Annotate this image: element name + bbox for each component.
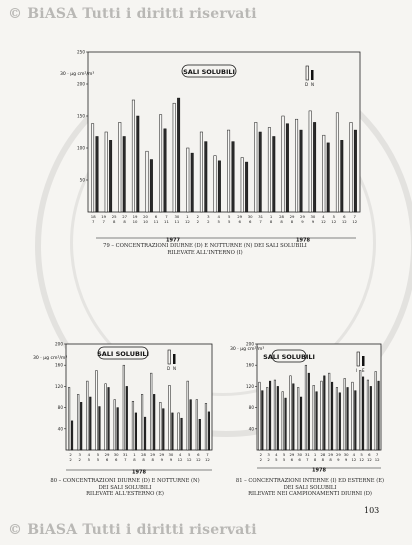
- x-tick-label-day: 30: [343, 452, 349, 457]
- x-tick-label-day: 3: [78, 452, 81, 457]
- x-tick-label-day: 6: [197, 452, 200, 457]
- x-tick-label-month: 10: [143, 219, 148, 224]
- bar-i: [313, 385, 315, 450]
- x-tick-label-day: 31: [258, 214, 264, 219]
- year-label: 1978: [312, 467, 326, 474]
- x-tick-label-month: 6: [248, 219, 252, 224]
- year-label: 1977: [166, 237, 180, 244]
- bar-e: [339, 393, 341, 450]
- y-tick-label: 150: [77, 113, 85, 119]
- x-tick-label-day: 29: [289, 452, 295, 457]
- bar-e: [285, 398, 287, 450]
- x-tick-label-day: 29: [237, 214, 243, 219]
- x-tick-label-day: 1: [133, 452, 136, 457]
- x-tick-label-month: 7: [259, 219, 262, 224]
- year-label: 1978: [296, 237, 310, 244]
- x-tick-label-month: 8: [329, 457, 332, 462]
- x-tick-label-day: 5: [282, 452, 286, 457]
- x-tick-label-month: 8: [142, 457, 145, 462]
- bar-i: [290, 376, 292, 450]
- year-label: 1978: [132, 469, 146, 476]
- y-tick-label: 200: [55, 341, 63, 347]
- x-tick-label-day: 4: [352, 452, 356, 457]
- figure-80-caption: [40, 478, 210, 498]
- figure-81-caption-line-3: RILEVATE NEI CAMPIONAMENTI DIURNI (D): [248, 491, 372, 498]
- figure-79-caption: [95, 243, 315, 256]
- x-tick-label-month: 8: [290, 219, 294, 224]
- bar-e: [262, 391, 264, 450]
- y-tick-label: 80: [248, 405, 254, 411]
- x-tick-label-month: 2: [69, 457, 72, 462]
- bar-i: [305, 365, 307, 450]
- x-tick-label-month: 2: [267, 457, 270, 462]
- x-tick-label-month: 12: [186, 457, 192, 462]
- figure-80-caption-line-2: DEI SALI SOLUBILI: [98, 484, 152, 491]
- x-tick-label-month: 8: [269, 219, 273, 224]
- bar-e: [300, 397, 302, 450]
- y-tick-label: 160: [55, 362, 63, 368]
- y-tick-label: 50: [79, 177, 85, 183]
- legend-label-1: I: [356, 368, 358, 373]
- x-tick-label-day: 18: [90, 214, 96, 219]
- x-tick-label-day: 2: [259, 452, 263, 457]
- x-tick-label-day: 29: [289, 214, 295, 219]
- bar-i: [336, 387, 338, 450]
- x-tick-label-month: 9: [337, 457, 340, 462]
- bar-i: [352, 382, 354, 450]
- bar-i: [321, 381, 323, 450]
- x-tick-label-day: 7: [375, 452, 379, 457]
- x-tick-label-day: 5: [187, 452, 191, 457]
- bar-e: [269, 381, 271, 450]
- x-tick-label-day: 31: [304, 452, 310, 457]
- x-tick-label-day: 2: [196, 214, 200, 219]
- bar-i: [282, 392, 284, 450]
- x-tick-label-day: 29: [335, 452, 341, 457]
- x-tick-label-month: 9: [169, 457, 173, 462]
- bar-e: [293, 384, 295, 450]
- x-tick-label-day: 29: [328, 452, 334, 457]
- bar-e: [370, 386, 372, 450]
- x-tick-label-day: 29: [104, 452, 110, 457]
- x-tick-label-day: 1: [269, 214, 273, 219]
- x-tick-label-day: 1: [186, 214, 189, 219]
- x-tick-label-day: 29: [150, 452, 156, 457]
- x-tick-label-day: 2: [69, 452, 72, 457]
- x-tick-label-day: 4: [322, 214, 325, 219]
- x-tick-label-month: 6: [238, 219, 241, 224]
- y-tick-label: 80: [57, 405, 63, 411]
- x-tick-label-day: 28: [320, 452, 326, 457]
- x-tick-label-month: 6: [290, 457, 294, 462]
- bar-e: [308, 373, 310, 450]
- bar-e: [331, 382, 333, 450]
- x-tick-label-month: 9: [311, 219, 315, 224]
- bar-i: [259, 382, 261, 450]
- y-tick-label: 160: [246, 362, 254, 368]
- x-tick-label-month: 5: [275, 457, 278, 462]
- bar-e: [277, 386, 279, 450]
- x-tick-label-month: 7: [92, 219, 95, 224]
- figure-80-caption-line-1: 80 – CONCENTRAZIONI DIURNE (D) E NOTTURNE (N): [50, 478, 200, 484]
- y-tick-label: 100: [77, 145, 85, 151]
- bar-e: [316, 392, 318, 450]
- x-tick-label-month: 12: [359, 457, 365, 462]
- y-axis-label: 30 · μg cm²/m³: [33, 356, 68, 361]
- x-tick-label-month: 8: [313, 457, 317, 462]
- x-tick-label-month: 8: [321, 457, 325, 462]
- x-tick-label-month: 12: [374, 457, 380, 462]
- x-tick-label-day: 25: [111, 214, 117, 219]
- bar-i: [274, 380, 276, 450]
- x-tick-label-month: 5: [228, 219, 231, 224]
- x-tick-label-month: 12: [331, 219, 337, 224]
- x-tick-label-month: 5: [282, 457, 286, 462]
- x-tick-label-day: 7: [165, 214, 168, 219]
- y-tick-label: 40: [248, 426, 254, 432]
- x-tick-label-day: 5: [228, 214, 231, 219]
- y-tick-label: 120: [55, 383, 63, 389]
- x-tick-label-month: 7: [124, 457, 127, 462]
- x-tick-label-month: 7: [102, 219, 105, 224]
- x-tick-label-month: 8: [280, 219, 283, 224]
- x-tick-label-day: 28: [141, 452, 146, 457]
- x-tick-label-day: 3: [267, 452, 270, 457]
- copyright-watermark-top: © BiASA Tutti i diritti riservati: [8, 6, 257, 22]
- bar-i: [367, 380, 369, 450]
- y-axis-label: 30 · μg cm²/m³: [60, 72, 95, 77]
- legend-label-2: N: [311, 82, 314, 87]
- x-tick-label-month: 8: [123, 219, 126, 224]
- chart-title: SALI SOLUBILI: [183, 68, 235, 76]
- x-tick-label-month: 2: [78, 457, 81, 462]
- x-tick-label-month: 12: [351, 457, 357, 462]
- x-tick-label-day: 7: [206, 452, 209, 457]
- y-tick-label: 200: [246, 341, 254, 347]
- x-tick-label-month: 7: [306, 457, 309, 462]
- x-tick-label-day: 30: [310, 214, 316, 219]
- figure-81-caption: [235, 478, 385, 498]
- copyright-watermark-bottom: © BiASA Tutti i diritti riservati: [8, 522, 257, 538]
- legend-label-1: D: [167, 366, 171, 371]
- x-tick-label-day: 27: [122, 214, 128, 219]
- legend-label-2: N: [173, 366, 176, 371]
- bar-e: [324, 376, 326, 450]
- x-tick-label-day: 7: [353, 214, 356, 219]
- x-tick-label-month: 8: [133, 457, 136, 462]
- x-tick-label-day: 20: [143, 214, 148, 219]
- bar-i: [359, 371, 361, 451]
- x-tick-label-day: 4: [87, 452, 91, 457]
- x-tick-label-day: 6: [368, 452, 371, 457]
- bar-i: [297, 387, 299, 450]
- x-tick-label-month: 6: [298, 457, 301, 462]
- x-tick-label-month: 12: [195, 457, 201, 462]
- x-tick-label-month: 6: [105, 457, 109, 462]
- x-tick-label-month: 8: [151, 457, 154, 462]
- x-tick-label-month: 12: [205, 457, 210, 462]
- x-tick-label-day: 6: [154, 214, 158, 219]
- y-tick-label: 200: [77, 81, 85, 87]
- x-tick-label-month: 9: [160, 457, 164, 462]
- x-tick-label-day: 28: [279, 214, 284, 219]
- x-tick-label-month: 2: [196, 219, 200, 224]
- bar-e: [378, 381, 380, 450]
- bar-e: [347, 387, 349, 450]
- x-tick-label-day: 30: [113, 452, 119, 457]
- x-tick-label-month: 6: [114, 457, 118, 462]
- y-tick-label: 40: [57, 426, 63, 432]
- bar-i: [344, 378, 346, 450]
- figure-79-caption-line-1: 79 – CONCENTRAZIONI DIURNE (D) E NOTTURNE (N) DEI SALI SOLUBILI: [103, 243, 307, 249]
- x-tick-label-month: 9: [344, 457, 348, 462]
- figure-80-caption-line-3: RILEVATE ALL'ESTERNO (E): [86, 491, 164, 498]
- x-tick-label-day: 5: [332, 214, 336, 219]
- x-tick-label-day: 29: [159, 452, 165, 457]
- y-tick-label: 250: [77, 49, 85, 55]
- x-tick-label-month: 12: [352, 219, 358, 224]
- x-tick-label-month: 10: [132, 219, 138, 224]
- x-tick-label-day: 30: [247, 214, 253, 219]
- x-tick-label-day: 30: [174, 214, 180, 219]
- legend-swatch-2: [362, 356, 365, 366]
- x-tick-label-month: 9: [301, 219, 304, 224]
- bar-i: [375, 372, 377, 450]
- chart-title: SALI SOLUBILI: [97, 350, 149, 358]
- x-tick-label-month: 2: [259, 457, 263, 462]
- x-tick-label-day: 19: [132, 214, 138, 219]
- bar-e: [362, 377, 364, 450]
- y-tick-label: 120: [246, 383, 254, 389]
- chart-title: SALI SOLUBILI: [263, 353, 315, 361]
- figure-81-caption-line-1: 81 – CONCENTRAZIONI INTERNE (I) ED ESTERNE (E): [235, 478, 385, 484]
- x-tick-label-month: 12: [177, 457, 183, 462]
- x-tick-label-month: 5: [87, 457, 91, 462]
- x-tick-label-month: 12: [366, 457, 372, 462]
- x-tick-label-day: 29: [300, 214, 305, 219]
- x-tick-label-day: 4: [275, 452, 278, 457]
- x-tick-label-month: 11: [153, 219, 159, 224]
- x-tick-label-month: 2: [207, 219, 210, 224]
- x-tick-label-month: 12: [184, 219, 190, 224]
- figure-81-caption-line-2: DEI SALI SOLUBILI: [283, 484, 337, 491]
- x-tick-label-day: 6: [343, 214, 346, 219]
- x-tick-label-month: 12: [341, 219, 347, 224]
- page-number: 103: [364, 506, 380, 515]
- x-tick-label-month: 11: [164, 219, 169, 224]
- x-tick-label-day: 5: [96, 452, 100, 457]
- x-tick-label-day: 19: [101, 214, 107, 219]
- x-tick-label-day: 31: [122, 452, 128, 457]
- legend-label-2: E: [362, 368, 365, 373]
- x-tick-label-day: 4: [217, 214, 220, 219]
- x-tick-label-month: 11: [174, 219, 180, 224]
- figure-79-caption-line-2: RILEVATE ALL'INTERNO (I): [167, 249, 243, 256]
- bar-e: [355, 391, 357, 450]
- y-axis-label: 30 · μg cm²/m³: [230, 347, 265, 352]
- bar-i: [266, 387, 268, 450]
- bar-i: [328, 373, 330, 450]
- x-tick-label-month: 8: [112, 219, 116, 224]
- x-tick-label-day: 30: [168, 452, 174, 457]
- x-tick-label-month: 5: [217, 219, 220, 224]
- x-tick-label-day: 30: [297, 452, 303, 457]
- x-tick-label-month: 5: [96, 457, 100, 462]
- x-tick-label-day: 4: [178, 452, 182, 457]
- x-tick-label-day: 5: [360, 452, 363, 457]
- x-tick-label-day: 1: [313, 452, 317, 457]
- x-tick-label-day: 3: [207, 214, 210, 219]
- legend-label-1: D: [305, 82, 309, 87]
- x-tick-label-month: 12: [320, 219, 326, 224]
